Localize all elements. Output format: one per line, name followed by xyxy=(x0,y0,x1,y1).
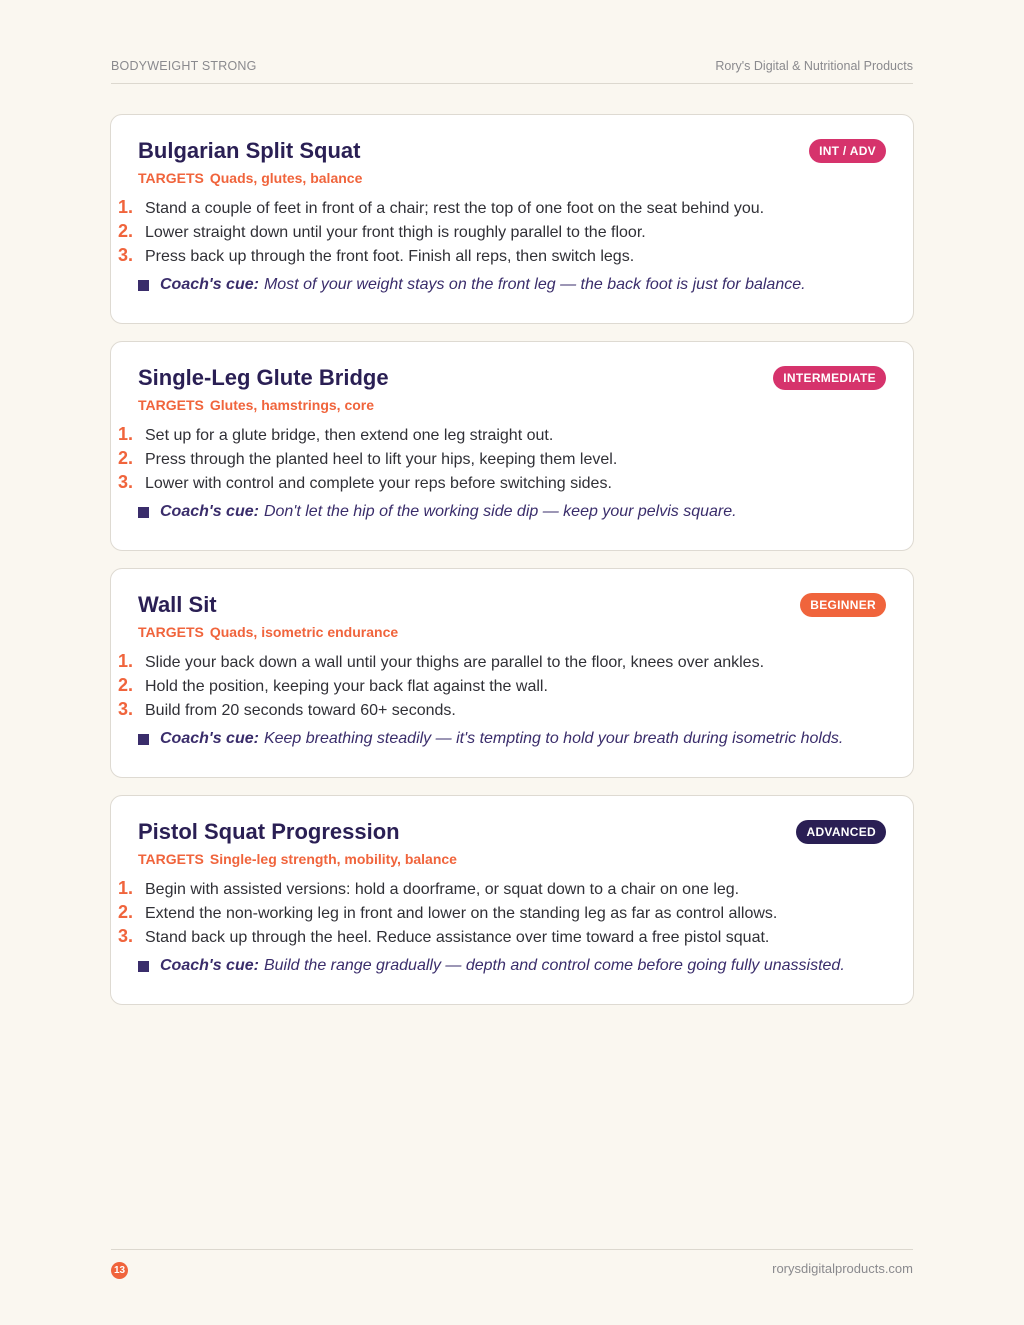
step-text: Lower straight down until your front thigh is roughly parallel to the floor. xyxy=(145,224,646,241)
step-item xyxy=(118,699,886,723)
step-text: Press back up through the front foot. Finish all reps, then switch legs. xyxy=(145,248,635,265)
step-list xyxy=(118,878,886,950)
exercise-title: Single-Leg Glute Bridge xyxy=(138,365,389,390)
step-item xyxy=(118,472,886,496)
step-number: 2. xyxy=(118,448,134,468)
step-number: 3. xyxy=(118,245,134,265)
step-text: Lower with control and complete your reps before switching sides. xyxy=(145,475,612,492)
step-item xyxy=(118,902,886,926)
coach-cue xyxy=(138,276,886,294)
step-number: 2. xyxy=(118,221,134,241)
step-list xyxy=(118,651,886,723)
targets-label: TARGETS xyxy=(138,170,204,186)
exercise-title: Bulgarian Split Squat xyxy=(138,138,361,163)
coach-cue-label: Coach's cue: xyxy=(160,730,259,747)
step-number: 3. xyxy=(118,699,134,719)
targets-value: Glutes, hamstrings, core xyxy=(209,397,375,413)
step-text: Set up for a glute bridge, then extend one leg straight out. xyxy=(145,427,554,444)
page-footer xyxy=(111,1249,913,1290)
step-item xyxy=(118,878,886,902)
coach-cue xyxy=(138,730,886,748)
difficulty-badge: INT / ADV xyxy=(809,139,886,163)
step-text: Slide your back down a wall until your thighs are parallel to the floor, knees over ankles. xyxy=(145,654,765,671)
step-number: 1. xyxy=(118,878,134,898)
square-bullet-icon xyxy=(138,961,149,972)
step-text: Begin with assisted versions: hold a doorframe, or squat down to a chair on one leg. xyxy=(145,881,740,898)
exercise-title: Wall Sit xyxy=(138,592,217,617)
exercise-card xyxy=(110,341,914,551)
step-number: 3. xyxy=(118,926,134,946)
square-bullet-icon xyxy=(138,280,149,291)
difficulty-badge: INTERMEDIATE xyxy=(773,366,886,390)
targets-label: TARGETS xyxy=(138,624,204,640)
coach-cue-label: Coach's cue: xyxy=(160,503,259,520)
coach-cue-label: Coach's cue: xyxy=(160,276,259,293)
step-number: 1. xyxy=(118,197,134,217)
exercise-title: Pistol Squat Progression xyxy=(138,819,400,844)
targets-value: Quads, glutes, balance xyxy=(209,170,363,186)
step-text: Stand back up through the heel. Reduce assistance over time toward a free pistol squat. xyxy=(145,929,770,946)
footer-website: rorysdigitalproducts.com xyxy=(772,1261,913,1276)
coach-cue-text: Most of your weight stays on the front leg — the back foot is just for balance. xyxy=(263,276,806,293)
step-item xyxy=(118,221,886,245)
page-number-badge: 13 xyxy=(111,1262,128,1279)
step-text: Stand a couple of feet in front of a chair; rest the top of one foot on the seat behind you. xyxy=(145,200,765,217)
step-number: 1. xyxy=(118,651,134,671)
coach-cue-text: Don't let the hip of the working side dip — keep your pelvis square. xyxy=(263,503,737,520)
exercise-targets xyxy=(138,396,886,414)
targets-label: TARGETS xyxy=(138,851,204,867)
coach-cue-text: Build the range gradually — depth and control come before going fully unassisted. xyxy=(263,957,845,974)
step-text: Extend the non-working leg in front and lower on the standing leg as far as control allows. xyxy=(145,905,778,922)
exercise-list xyxy=(110,114,914,1022)
coach-cue-text: Keep breathing steadily — it's tempting to hold your breath during isometric holds. xyxy=(263,730,844,747)
page-header xyxy=(111,59,913,84)
square-bullet-icon xyxy=(138,507,149,518)
targets-value: Single-leg strength, mobility, balance xyxy=(209,851,457,867)
exercise-targets xyxy=(138,850,886,868)
exercise-card xyxy=(110,114,914,324)
exercise-card xyxy=(110,568,914,778)
difficulty-badge: BEGINNER xyxy=(800,593,886,617)
step-text: Press through the planted heel to lift your hips, keeping them level. xyxy=(145,451,618,468)
step-item xyxy=(118,926,886,950)
step-item xyxy=(118,675,886,699)
step-number: 2. xyxy=(118,675,134,695)
step-text: Hold the position, keeping your back flat against the wall. xyxy=(145,678,548,695)
step-number: 2. xyxy=(118,902,134,922)
targets-label: TARGETS xyxy=(138,397,204,413)
step-list xyxy=(118,197,886,269)
step-text: Build from 20 seconds toward 60+ seconds. xyxy=(145,702,456,719)
step-item xyxy=(118,424,886,448)
difficulty-badge: ADVANCED xyxy=(796,820,886,844)
step-item xyxy=(118,651,886,675)
step-item xyxy=(118,197,886,221)
exercise-targets xyxy=(138,169,886,187)
exercise-targets xyxy=(138,623,886,641)
header-publisher: Rory's Digital & Nutritional Products xyxy=(715,59,913,73)
step-number: 3. xyxy=(118,472,134,492)
targets-value: Quads, isometric endurance xyxy=(209,624,399,640)
coach-cue xyxy=(138,503,886,521)
coach-cue-label: Coach's cue: xyxy=(160,957,259,974)
header-brand: BODYWEIGHT STRONG xyxy=(111,59,257,73)
step-item xyxy=(118,448,886,472)
coach-cue xyxy=(138,957,886,975)
exercise-card xyxy=(110,795,914,1005)
square-bullet-icon xyxy=(138,734,149,745)
step-item xyxy=(118,245,886,269)
step-number: 1. xyxy=(118,424,134,444)
step-list xyxy=(118,424,886,496)
